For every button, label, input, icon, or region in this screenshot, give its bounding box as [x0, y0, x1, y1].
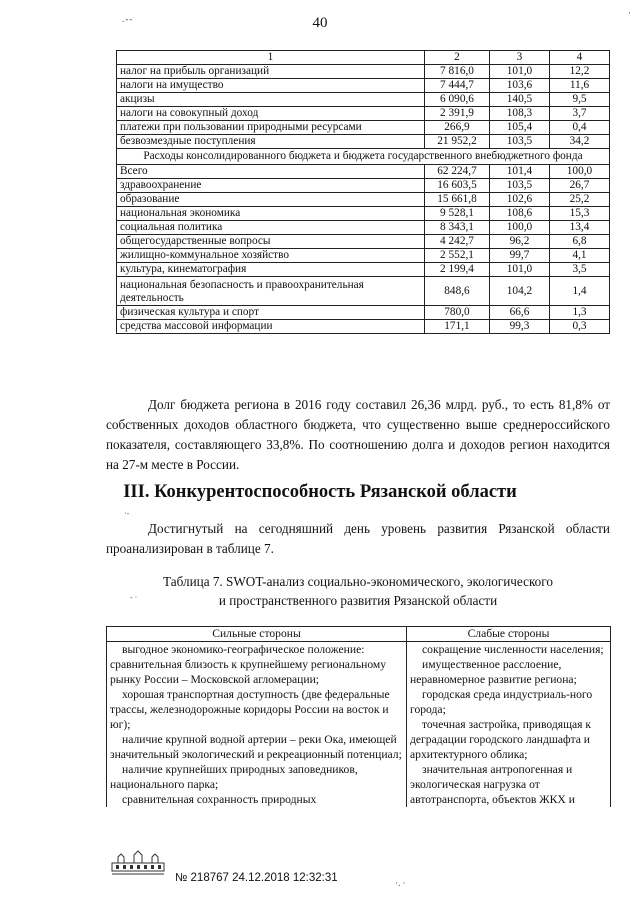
- row-label: Всего: [117, 165, 425, 179]
- cell-value: 12,2: [550, 65, 610, 79]
- table-row: [117, 235, 610, 249]
- cell-value: 102,6: [490, 193, 550, 207]
- caption-line: Таблица 7. SWOT-анализ социально-экономического, экологического: [163, 574, 553, 589]
- table-row: [117, 79, 610, 93]
- budget-table: [116, 50, 610, 334]
- paragraph-debt: Долг бюджета региона в 2016 году составил 26,36 млрд. руб., то есть 81,8% от собственных доходов областного бюджета, что существенно выше среднероссийского показателя, составляющего 33,8%. По соотношению долга и доходов регион находится на 27-м месте в России.: [106, 397, 610, 472]
- scan-mark: .‑‑: [122, 14, 134, 24]
- cell-value: 0,3: [550, 320, 610, 334]
- strength-item: выгодное экономико-географическое положение: сравнительная близость к крупнейшему региональному рынку России – Московской агломерации;: [110, 643, 387, 686]
- cell-value: 103,6: [490, 79, 550, 93]
- table-row: [117, 165, 610, 179]
- section-heading: III. Конкурентоспособность Рязанской области: [123, 482, 517, 502]
- table-header-row: [107, 627, 611, 642]
- cell-value: 15,3: [550, 207, 610, 221]
- column-header: 2: [425, 51, 490, 65]
- row-label: безвозмездные поступления: [117, 135, 425, 149]
- cell-value: 3,5: [550, 263, 610, 277]
- weakness-item: городская среда индустриаль-ного города;: [410, 688, 593, 716]
- cell-value: 25,2: [550, 193, 610, 207]
- cell-value: 3,7: [550, 107, 610, 121]
- cell-value: 4 242,7: [425, 235, 490, 249]
- cell-value: 7 816,0: [425, 65, 490, 79]
- cell-value: 11,6: [550, 79, 610, 93]
- cell-value: 101,0: [490, 263, 550, 277]
- row-label: налог на прибыль организаций: [117, 65, 425, 79]
- cell-value: 1,4: [550, 277, 610, 306]
- cell-value: 103,5: [490, 179, 550, 193]
- weaknesses-cell: [407, 642, 611, 808]
- table-row: [117, 306, 610, 320]
- cell-value: 6,8: [550, 235, 610, 249]
- cell-value: 9,5: [550, 93, 610, 107]
- swot-table: [106, 626, 611, 807]
- row-label: образование: [117, 193, 425, 207]
- cell-value: 2 391,9: [425, 107, 490, 121]
- cell-value: 848,6: [425, 277, 490, 306]
- table-section-row: [117, 149, 610, 165]
- cell-value: 108,3: [490, 107, 550, 121]
- scan-mark: ·‑: [124, 509, 130, 518]
- cell-value: 15 661,8: [425, 193, 490, 207]
- cell-value: 26,7: [550, 179, 610, 193]
- weaknesses-header: Слабые стороны: [407, 627, 611, 642]
- cell-value: 66,6: [490, 306, 550, 320]
- table-header-row: [117, 51, 610, 65]
- column-header: 3: [490, 51, 550, 65]
- row-label: здравоохранение: [117, 179, 425, 193]
- table-row: [107, 642, 611, 808]
- strengths-cell: [107, 642, 407, 808]
- table-row: [117, 135, 610, 149]
- cell-value: 96,2: [490, 235, 550, 249]
- row-label: средства массовой информации: [117, 320, 425, 334]
- cell-value: 108,6: [490, 207, 550, 221]
- cell-value: 100,0: [550, 165, 610, 179]
- cell-value: 8 343,1: [425, 221, 490, 235]
- table-row: [117, 221, 610, 235]
- document-number: № 218767 24.12.2018 12:32:31: [175, 872, 338, 884]
- kremlin-stamp-icon: [108, 848, 168, 878]
- cell-value: 171,1: [425, 320, 490, 334]
- scan-mark: ‑ ·: [130, 593, 138, 602]
- table-row: [117, 65, 610, 79]
- row-label: физическая культура и спорт: [117, 306, 425, 320]
- cell-value: 1,3: [550, 306, 610, 320]
- paragraph-intro: Достигнутый на сегодняшний день уровень развития Рязанской области проанализирован в таблице 7.: [106, 521, 610, 556]
- cell-value: 9 528,1: [425, 207, 490, 221]
- cell-value: 104,2: [490, 277, 550, 306]
- table-row: [117, 249, 610, 263]
- cell-value: 2 552,1: [425, 249, 490, 263]
- cell-value: 13,4: [550, 221, 610, 235]
- column-header: 4: [550, 51, 610, 65]
- row-label: общегосударственные вопросы: [117, 235, 425, 249]
- strength-item: сравнительная сохранность природных: [122, 793, 317, 806]
- table-row: [117, 320, 610, 334]
- cell-value: 780,0: [425, 306, 490, 320]
- row-label: акцизы: [117, 93, 425, 107]
- table-row: [117, 263, 610, 277]
- table-row: [117, 93, 610, 107]
- cell-value: 2 199,4: [425, 263, 490, 277]
- strengths-header: Сильные стороны: [107, 627, 407, 642]
- strength-item: хорошая транспортная доступность (две федеральные трассы, железнодорожные коридоры России на восток и юг);: [110, 688, 390, 731]
- row-label: социальная политика: [117, 221, 425, 235]
- cell-value: 105,4: [490, 121, 550, 135]
- strength-item: наличие крупной водной артерии – реки Ока, имеющей значительный экологический и рекреационный потенциал;: [110, 733, 402, 761]
- cell-value: 266,9: [425, 121, 490, 135]
- table-row: [117, 207, 610, 221]
- section-title: Расходы консолидированного бюджета и бюджета государственного внебюджетного фонда: [117, 149, 610, 165]
- cell-value: 7 444,7: [425, 79, 490, 93]
- weakness-item: имущественное расслоение, неравномерное развитие региона;: [410, 658, 577, 686]
- weakness-item: сокращение численности населения;: [422, 643, 604, 656]
- cell-value: 4,1: [550, 249, 610, 263]
- caption-line: и пространственного развития Рязанской области: [218, 593, 498, 608]
- cell-value: 16 603,5: [425, 179, 490, 193]
- page-number: 40: [312, 15, 328, 31]
- row-label: национальная безопасность и правоохранительная деятельность: [117, 277, 425, 306]
- row-label: национальная экономика: [117, 207, 425, 221]
- scan-mark: ·. ·: [395, 878, 406, 888]
- row-label: налоги на имущество: [117, 79, 425, 93]
- cell-value: 99,7: [490, 249, 550, 263]
- cell-value: 100,0: [490, 221, 550, 235]
- table-row: [117, 107, 610, 121]
- weakness-item: значительная антропогенная и экологическая нагрузка от автотранспорта, объектов ЖКХ и: [410, 763, 575, 806]
- cell-value: 0,4: [550, 121, 610, 135]
- table-row: [117, 277, 610, 306]
- cell-value: 34,2: [550, 135, 610, 149]
- row-label: культура, кинематография: [117, 263, 425, 277]
- weakness-item: точечная застройка, приводящая к деградации городского ландшафта и архитектурного облика;: [410, 718, 592, 761]
- row-label: жилищно-коммунальное хозяйство: [117, 249, 425, 263]
- table-row: [117, 179, 610, 193]
- scan-mark: ·: [628, 8, 631, 18]
- table-caption: [106, 572, 610, 610]
- row-label: платежи при пользовании природными ресурсами: [117, 121, 425, 135]
- cell-value: 62 224,7: [425, 165, 490, 179]
- cell-value: 21 952,2: [425, 135, 490, 149]
- cell-value: 101,0: [490, 65, 550, 79]
- row-label: налоги на совокупный доход: [117, 107, 425, 121]
- strength-item: наличие крупнейших природных заповедников, национального парка;: [110, 763, 358, 791]
- cell-value: 6 090,6: [425, 93, 490, 107]
- column-header: 1: [117, 51, 425, 65]
- cell-value: 101,4: [490, 165, 550, 179]
- cell-value: 140,5: [490, 93, 550, 107]
- table-row: [117, 121, 610, 135]
- table-row: [117, 193, 610, 207]
- cell-value: 103,5: [490, 135, 550, 149]
- cell-value: 99,3: [490, 320, 550, 334]
